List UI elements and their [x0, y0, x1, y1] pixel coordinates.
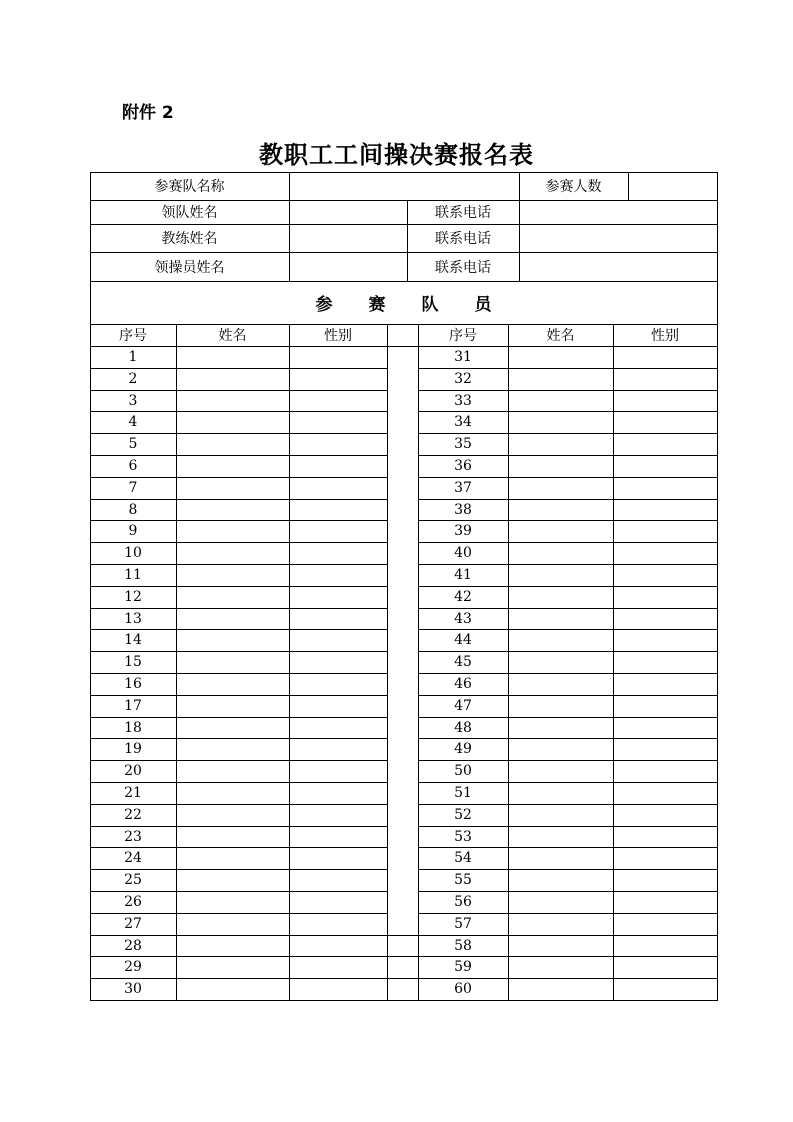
member-name-field[interactable]: [176, 804, 289, 826]
member-name-field[interactable]: [176, 433, 289, 455]
coach-phone-field[interactable]: [519, 224, 717, 252]
member-name-field[interactable]: [508, 695, 613, 717]
member-name-field[interactable]: [176, 913, 289, 935]
member-gender-field[interactable]: [613, 390, 717, 411]
member-name-field[interactable]: [508, 673, 613, 695]
member-name-field[interactable]: [508, 368, 613, 390]
member-index: 11: [124, 567, 142, 583]
member-index: 9: [128, 523, 138, 539]
member-name-field[interactable]: [176, 826, 289, 847]
member-name-field[interactable]: [508, 390, 613, 411]
member-gender-field[interactable]: [613, 782, 717, 804]
member-gender-field[interactable]: [289, 804, 387, 826]
member-index: 46: [454, 676, 472, 692]
member-index: 25: [124, 872, 142, 888]
member-gender-field[interactable]: [613, 760, 717, 782]
member-name-field[interactable]: [508, 956, 613, 978]
member-index: 60: [454, 981, 472, 997]
member-index: 37: [454, 480, 472, 496]
member-gender-field[interactable]: [289, 651, 387, 673]
member-name-field[interactable]: [508, 738, 613, 760]
member-name-field[interactable]: [508, 935, 613, 956]
member-name-field[interactable]: [176, 760, 289, 782]
member-name-field[interactable]: [508, 826, 613, 847]
member-name-field[interactable]: [176, 411, 289, 433]
member-gender-field[interactable]: [289, 847, 387, 869]
member-name-field[interactable]: [508, 477, 613, 499]
participant-count-field[interactable]: [628, 172, 717, 200]
member-gender-field[interactable]: [613, 586, 717, 608]
member-name-field[interactable]: [508, 542, 613, 564]
member-gender-field[interactable]: [289, 738, 387, 760]
member-gender-field[interactable]: [613, 368, 717, 390]
member-index: 38: [454, 501, 472, 518]
member-gender-field[interactable]: [613, 891, 717, 913]
column-header-name: 姓名: [546, 328, 575, 344]
member-index: 45: [454, 654, 472, 670]
member-index: 26: [124, 894, 142, 910]
member-name-field[interactable]: [176, 738, 289, 760]
member-index: 35: [454, 436, 472, 452]
member-gender-field[interactable]: [289, 390, 387, 411]
exercise-leader-phone-label: 联系电话: [435, 259, 491, 276]
member-index: 16: [124, 676, 142, 692]
member-gender-field[interactable]: [289, 608, 387, 629]
member-index: 5: [128, 436, 138, 452]
member-gender-field[interactable]: [613, 651, 717, 673]
member-name-field[interactable]: [508, 651, 613, 673]
leader-phone-field[interactable]: [519, 200, 717, 224]
member-gender-field[interactable]: [613, 673, 717, 695]
member-name-field[interactable]: [176, 455, 289, 477]
member-gender-field[interactable]: [289, 673, 387, 695]
column-header-gender: 性别: [324, 328, 352, 344]
member-name-field[interactable]: [176, 956, 289, 978]
member-gender-field[interactable]: [613, 935, 717, 956]
member-gender-field[interactable]: [613, 608, 717, 629]
member-index: 50: [454, 763, 472, 779]
member-gender-field[interactable]: [613, 869, 717, 891]
member-index: 4: [128, 414, 138, 430]
member-name-field[interactable]: [508, 804, 613, 826]
attachment-label: 附件 2: [122, 103, 174, 123]
member-name-field[interactable]: [176, 499, 289, 520]
member-gender-field[interactable]: [289, 869, 387, 891]
member-index: 18: [124, 719, 142, 736]
grid-line: [387, 935, 419, 936]
member-index: 53: [454, 828, 472, 845]
member-gender-field[interactable]: [289, 477, 387, 499]
member-gender-field[interactable]: [289, 935, 387, 956]
member-index: 48: [454, 719, 472, 736]
grid-line: [387, 956, 419, 957]
member-index: 27: [124, 916, 142, 932]
grid-line: [90, 1000, 718, 1001]
section-title-char: 员: [474, 295, 492, 315]
member-name-field[interactable]: [508, 433, 613, 455]
member-gender-field[interactable]: [289, 368, 387, 390]
member-gender-field[interactable]: [613, 804, 717, 826]
exercise-leader-name-label: 领操员姓名: [154, 259, 225, 276]
coach-name-label: 教练姓名: [161, 231, 218, 247]
member-gender-field[interactable]: [613, 477, 717, 499]
member-index: 49: [454, 741, 472, 757]
member-name-field[interactable]: [176, 673, 289, 695]
member-gender-field[interactable]: [613, 826, 717, 847]
member-name-field[interactable]: [176, 847, 289, 869]
member-name-field[interactable]: [508, 978, 613, 1000]
member-gender-field[interactable]: [613, 542, 717, 564]
member-name-field[interactable]: [176, 935, 289, 956]
member-name-field[interactable]: [176, 695, 289, 717]
member-index: 8: [128, 501, 138, 518]
member-index: 56: [454, 894, 472, 910]
member-index: 31: [454, 349, 472, 365]
member-name-field[interactable]: [176, 586, 289, 608]
member-gender-field[interactable]: [289, 826, 387, 847]
member-index: 52: [454, 807, 472, 823]
member-gender-field[interactable]: [613, 738, 717, 760]
member-name-field[interactable]: [508, 520, 613, 542]
member-index: 41: [454, 567, 472, 583]
member-gender-field[interactable]: [613, 433, 717, 455]
member-gender-field[interactable]: [613, 913, 717, 935]
member-name-field[interactable]: [508, 891, 613, 913]
member-index: 10: [124, 545, 142, 561]
member-gender-field[interactable]: [289, 913, 387, 935]
member-index: 39: [454, 523, 472, 539]
column-header-index: 序号: [449, 328, 477, 344]
column-header-gender: 性别: [651, 328, 679, 344]
team-name-label: 参赛队名称: [154, 179, 225, 195]
member-name-field[interactable]: [176, 651, 289, 673]
team-name-field[interactable]: [289, 172, 519, 200]
member-index: 2: [128, 371, 138, 387]
member-gender-field[interactable]: [289, 891, 387, 913]
grid-line: [387, 978, 419, 979]
member-index: 30: [124, 981, 142, 997]
member-name-field[interactable]: [508, 455, 613, 477]
member-gender-field[interactable]: [289, 717, 387, 738]
member-gender-field[interactable]: [613, 956, 717, 978]
member-gender-field[interactable]: [289, 978, 387, 1000]
member-gender-field[interactable]: [289, 411, 387, 433]
member-gender-field[interactable]: [613, 978, 717, 1000]
member-index: 22: [124, 807, 142, 823]
member-gender-field[interactable]: [613, 455, 717, 477]
member-gender-field[interactable]: [289, 760, 387, 782]
column-header-index: 序号: [119, 328, 147, 344]
member-gender-field[interactable]: [289, 782, 387, 804]
member-index: 34: [454, 414, 472, 430]
member-index: 51: [454, 785, 472, 801]
member-name-field[interactable]: [176, 978, 289, 1000]
section-title-participants: [90, 281, 717, 324]
member-index: 3: [128, 392, 138, 409]
member-index: 17: [124, 698, 142, 714]
leader-phone-label: 联系电话: [435, 205, 491, 221]
section-title-char: 赛: [368, 295, 386, 315]
member-gender-field[interactable]: [613, 520, 717, 542]
member-index: 32: [454, 371, 472, 387]
leader-name-label: 领队姓名: [161, 205, 218, 221]
member-index: 19: [124, 741, 142, 757]
member-gender-field[interactable]: [613, 629, 717, 651]
member-gender-field[interactable]: [613, 346, 717, 368]
exercise-leader-phone-field[interactable]: [519, 252, 717, 281]
leader-name-field[interactable]: [289, 200, 407, 224]
page-title: 教职工工间操决赛报名表: [259, 141, 534, 169]
member-name-field[interactable]: [176, 564, 289, 586]
member-index: 55: [454, 872, 472, 888]
member-gender-field[interactable]: [289, 542, 387, 564]
member-index: 12: [124, 589, 142, 605]
member-index: 59: [454, 959, 472, 975]
member-name-field[interactable]: [508, 717, 613, 738]
column-header-name: 姓名: [218, 328, 247, 344]
member-name-field[interactable]: [508, 346, 613, 368]
grid-line: [387, 324, 388, 1001]
member-index: 58: [454, 937, 472, 954]
member-index: 33: [454, 392, 472, 409]
member-name-field[interactable]: [176, 717, 289, 738]
member-gender-field[interactable]: [289, 956, 387, 978]
member-gender-field[interactable]: [289, 564, 387, 586]
member-gender-field[interactable]: [613, 564, 717, 586]
member-gender-field[interactable]: [613, 499, 717, 520]
member-name-field[interactable]: [508, 608, 613, 629]
member-name-field[interactable]: [176, 390, 289, 411]
member-index: 7: [128, 480, 138, 496]
member-name-field[interactable]: [508, 913, 613, 935]
member-index: 21: [124, 785, 142, 801]
member-index: 29: [124, 959, 142, 975]
member-name-field[interactable]: [508, 782, 613, 804]
member-index: 28: [124, 937, 142, 954]
member-gender-field[interactable]: [289, 695, 387, 717]
member-index: 44: [454, 632, 472, 648]
member-index: 6: [128, 458, 138, 474]
member-name-field[interactable]: [176, 629, 289, 651]
member-name-field[interactable]: [176, 891, 289, 913]
member-name-field[interactable]: [176, 608, 289, 629]
member-gender-field[interactable]: [289, 629, 387, 651]
member-name-field[interactable]: [176, 477, 289, 499]
member-name-field[interactable]: [508, 564, 613, 586]
member-name-field[interactable]: [508, 847, 613, 869]
member-name-field[interactable]: [176, 368, 289, 390]
member-name-field[interactable]: [508, 586, 613, 608]
member-index: 15: [124, 654, 142, 670]
member-gender-field[interactable]: [289, 499, 387, 520]
member-index: 20: [124, 763, 142, 779]
section-title-char: 队: [421, 295, 439, 315]
member-index: 43: [454, 610, 472, 627]
member-index: 24: [124, 850, 142, 866]
member-name-field[interactable]: [176, 542, 289, 564]
member-index: 1: [128, 349, 138, 365]
member-name-field[interactable]: [508, 869, 613, 891]
member-gender-field[interactable]: [613, 695, 717, 717]
member-name-field[interactable]: [176, 520, 289, 542]
member-name-field[interactable]: [176, 869, 289, 891]
member-gender-field[interactable]: [289, 346, 387, 368]
member-index: 54: [454, 850, 472, 866]
member-name-field[interactable]: [176, 782, 289, 804]
member-gender-field[interactable]: [613, 411, 717, 433]
member-gender-field[interactable]: [289, 455, 387, 477]
member-index: 36: [454, 458, 472, 474]
member-name-field[interactable]: [176, 346, 289, 368]
member-name-field[interactable]: [508, 760, 613, 782]
member-index: 57: [454, 916, 472, 932]
member-index: 14: [124, 632, 142, 648]
member-name-field[interactable]: [508, 629, 613, 651]
member-index: 13: [124, 610, 142, 627]
coach-name-field[interactable]: [289, 224, 407, 252]
member-name-field[interactable]: [508, 411, 613, 433]
member-index: 42: [454, 589, 472, 605]
coach-phone-label: 联系电话: [435, 231, 491, 247]
member-index: 47: [454, 698, 472, 714]
member-gender-field[interactable]: [289, 586, 387, 608]
member-index: 23: [124, 828, 142, 845]
member-gender-field[interactable]: [613, 847, 717, 869]
member-gender-field[interactable]: [613, 717, 717, 738]
member-gender-field[interactable]: [289, 520, 387, 542]
member-gender-field[interactable]: [289, 433, 387, 455]
member-name-field[interactable]: [508, 499, 613, 520]
section-title-char: 参: [315, 295, 333, 315]
exercise-leader-name-field[interactable]: [289, 252, 407, 281]
participant-count-label: 参赛人数: [545, 179, 602, 195]
member-index: 40: [454, 545, 472, 561]
